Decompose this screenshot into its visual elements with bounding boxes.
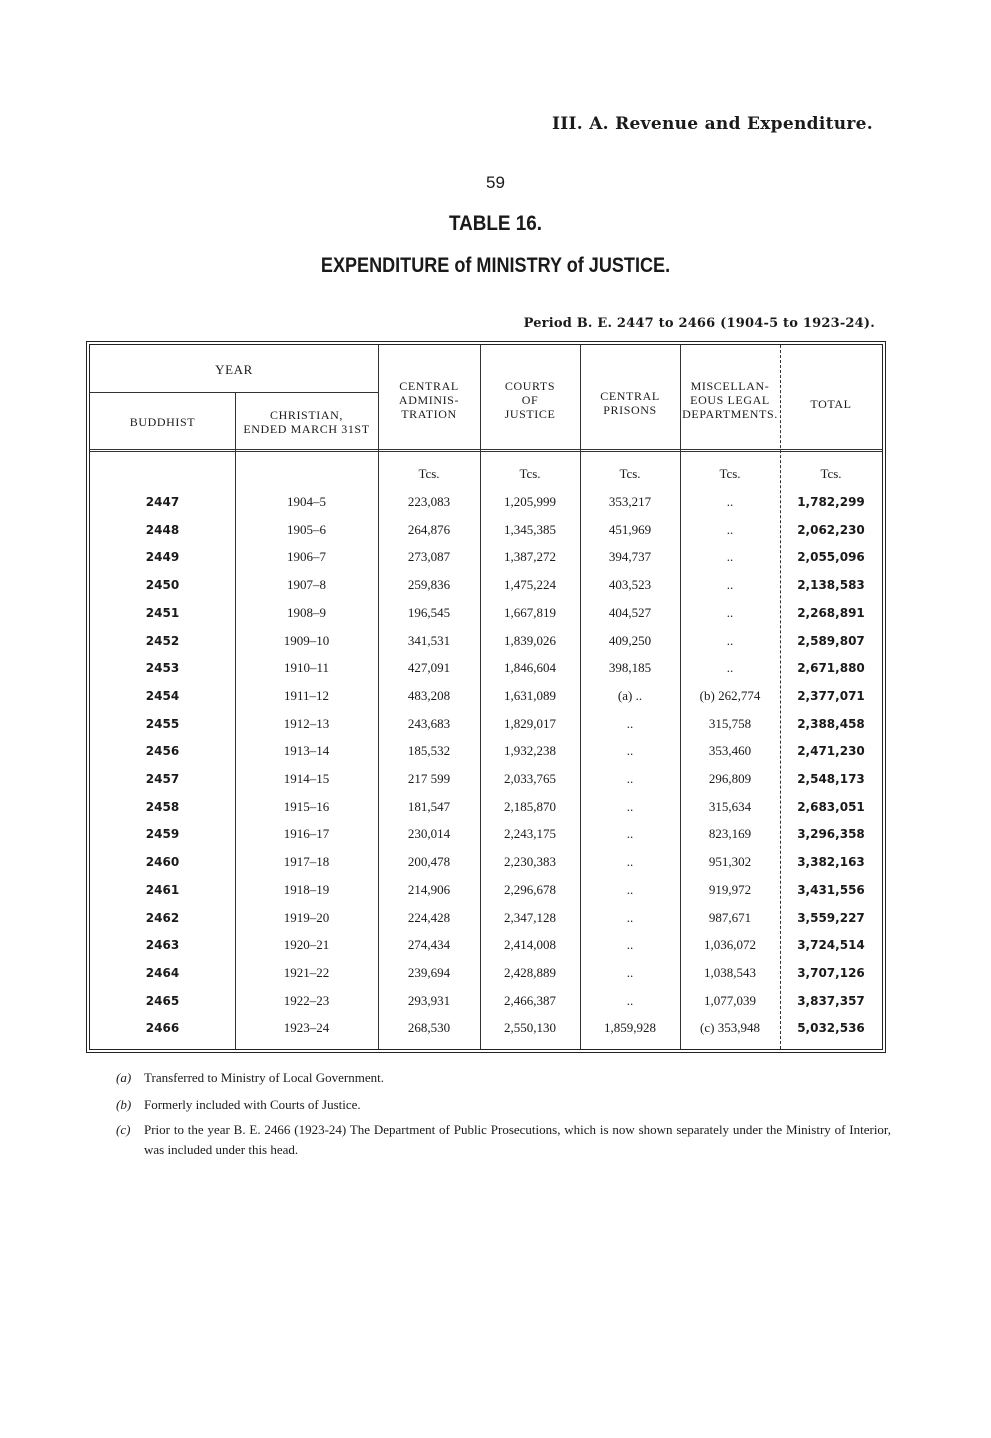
courts-value: 2,230,383 [504,854,556,870]
prisons-value: 398,185 [608,660,652,676]
central-administration-value: 259,836 [407,577,451,593]
miscellaneous-value: 987,671 [708,909,752,925]
christian-year: 1911–12 [283,687,330,703]
total-value: 2,377,071 [797,688,865,703]
miscellaneous-value: 1,038,543 [704,964,756,980]
footnote [116,1095,896,1115]
table-row [90,741,882,761]
central-administration-header: CENTRAL ADMINIS- TRATION [398,379,460,421]
table-row [90,963,882,983]
central-administration-value: 293,931 [407,992,451,1008]
christian-year: 1907–8 [287,577,326,593]
courts-value: 1,667,819 [504,604,556,620]
table-row [90,686,882,706]
miscellaneous-value: .. [726,632,734,648]
table-row [90,908,882,928]
table-row [90,1018,882,1038]
buddhist-year: 2465 [145,993,180,1008]
central-administration-value: 273,087 [407,549,451,565]
central-administration-value: 181,547 [407,798,451,814]
prisons-value: .. [626,992,634,1008]
courts-value: 2,185,870 [504,798,556,814]
courts-value: 1,205,999 [504,494,556,509]
miscellaneous-value: (c) 353,948 [700,1020,760,1036]
table-row [90,547,882,567]
courts-value: 1,475,224 [504,577,556,593]
christian-year: 1913–14 [283,743,330,759]
buddhist-year: 2464 [145,965,180,980]
buddhist-year: 2447 [145,495,180,509]
courts-value: 2,550,130 [504,1020,556,1036]
total-value: 3,837,357 [797,993,865,1008]
buddhist-year: 2459 [145,827,180,842]
total-value: 2,589,807 [797,633,865,648]
christian-year: 1919–20 [283,909,330,925]
central-administration-value: 239,694 [407,964,451,980]
total-value: 2,548,173 [797,772,865,786]
prisons-value: .. [626,937,634,953]
christian-year: 1909–10 [283,632,330,648]
total-value: 2,671,880 [797,661,865,676]
table-row [90,797,882,817]
christian-year: 1916–17 [283,826,330,842]
central-administration-value: 217 599 [407,771,451,786]
miscellaneous-value: 951,302 [708,854,752,870]
header-rule [90,449,882,452]
central-administration-value: 268,530 [407,1020,451,1036]
prisons-value: 353,217 [608,494,652,509]
footnote-text: Formerly included with Courts of Justice. [144,1097,361,1112]
period-caption: Period B. E. 2447 to 2466 (1904-5 to 1923-24). [523,316,875,331]
christian-year: 1910–11 [283,660,330,676]
christian-year: 1917–18 [283,854,330,870]
miscellaneous-value: 353,460 [708,743,752,759]
footnote-text: Transferred to Ministry of Local Government. [144,1070,384,1085]
miscellaneous-value: .. [726,521,734,537]
unit-label: Tcs. [519,466,541,481]
total-value: 5,032,536 [797,1021,865,1036]
miscellaneous-value: .. [726,604,734,620]
total-value: 2,683,051 [797,799,865,814]
expenditure-table [86,341,886,1053]
christian-year: 1912–13 [283,715,330,731]
central-administration-value: 200,478 [407,854,451,870]
total-value: 2,471,230 [797,744,865,759]
central-administration-value: 264,876 [407,521,451,537]
total-value: 2,268,891 [797,605,865,620]
footnote-mark: (a) [116,1070,132,1085]
total-value: 1,782,299 [797,495,865,509]
table-row [90,880,882,900]
buddhist-year: 2457 [145,772,180,786]
buddhist-year: 2455 [145,716,180,731]
miscellaneous-value: 315,758 [708,715,752,731]
footnote [116,1120,891,1160]
courts-value: 2,033,765 [504,771,556,786]
miscellaneous-legal-header: MISCELLAN- EOUS LEGAL DEPARTMENTS. [682,379,778,421]
total-value: 3,296,358 [797,827,865,842]
buddhist-header: BUDDHIST [129,415,196,429]
total-header: TOTAL [810,397,852,411]
prisons-value: .. [626,798,634,814]
year-header: YEAR [215,362,253,377]
table-row [90,935,882,955]
buddhist-year: 2456 [145,744,180,759]
buddhist-year: 2449 [145,550,180,565]
prisons-value: 403,523 [608,577,652,593]
courts-of-justice-header: COURTS OF JUSTICE [504,379,556,421]
miscellaneous-value: .. [726,494,734,509]
unit-label: Tcs. [820,466,842,481]
miscellaneous-value: 296,809 [708,771,752,786]
miscellaneous-value: .. [726,660,734,676]
christian-year: 1923–24 [283,1020,330,1036]
courts-value: 1,829,017 [504,715,556,731]
courts-value: 2,414,008 [504,937,556,953]
section-title: III. A. Revenue and Expenditure. [552,114,873,134]
courts-value: 1,387,272 [504,549,556,565]
courts-value: 1,839,026 [504,632,556,648]
courts-value: 1,631,089 [504,687,556,703]
christian-year: 1905–6 [287,521,326,537]
buddhist-year: 2450 [145,578,180,593]
courts-value: 1,345,385 [504,521,556,537]
courts-value: 1,846,604 [504,660,556,676]
table-row [90,991,882,1011]
buddhist-year: 2451 [145,605,180,620]
prisons-value: .. [626,909,634,925]
total-value: 2,055,096 [797,550,865,565]
miscellaneous-value: 315,634 [708,798,752,814]
buddhist-year: 2454 [145,688,180,703]
christian-year: 1904–5 [287,494,326,509]
footnote-text: Prior to the year B. E. 2466 (1923-24) The Department of Public Prosecutions, which is now shown separately under the Ministry of Interior, was included under this head. [144,1122,891,1157]
christian-year: 1906–7 [287,549,326,565]
central-administration-value: 230,014 [407,826,451,842]
central-prisons-header: CENTRAL PRISONS [600,389,660,417]
prisons-value: .. [626,715,634,731]
table-row [90,520,882,540]
table-row [90,824,882,844]
buddhist-year: 2462 [145,910,180,925]
prisons-value: .. [626,881,634,897]
central-administration-value: 196,545 [407,604,451,620]
miscellaneous-value: 919,972 [708,881,752,897]
prisons-value: 1,859,928 [604,1020,656,1036]
miscellaneous-value: .. [726,577,734,593]
total-value: 3,431,556 [797,882,865,897]
courts-value: 2,296,678 [504,881,556,897]
page-number: 59 [486,173,505,192]
table-title: EXPENDITURE of MINISTRY of JUSTICE. [320,254,671,277]
unit-label: Tcs. [619,466,641,481]
prisons-value: (a) .. [617,687,643,703]
unit-label: Tcs. [418,466,440,481]
miscellaneous-value: 1,077,039 [704,992,756,1008]
prisons-value: 451,969 [608,521,652,537]
prisons-value: .. [626,826,634,842]
table-row [90,492,882,512]
year-rule [90,392,378,393]
christian-year: 1921–22 [283,964,330,980]
christian-year: 1908–9 [287,604,326,620]
christian-year: 1914–15 [283,771,330,786]
central-administration-value: 185,532 [407,743,451,759]
table-row [90,603,882,623]
prisons-value: .. [626,854,634,870]
table-row [90,575,882,595]
footnote [116,1068,896,1088]
miscellaneous-value: 1,036,072 [704,937,756,953]
buddhist-year: 2448 [145,522,180,537]
footnote-mark: (b) [116,1097,132,1112]
footnote-mark: (c) [116,1122,131,1137]
table-row [90,769,882,789]
courts-value: 2,466,387 [504,992,556,1008]
central-administration-value: 274,434 [407,937,451,953]
central-administration-value: 223,083 [407,494,451,509]
buddhist-year: 2453 [145,661,180,676]
buddhist-year: 2466 [145,1021,180,1036]
prisons-value: 409,250 [608,632,652,648]
total-value: 3,559,227 [797,910,865,925]
central-administration-value: 243,683 [407,715,451,731]
buddhist-year: 2463 [145,938,180,953]
prisons-value: 394,737 [608,549,652,565]
total-value: 2,062,230 [797,522,865,537]
buddhist-year: 2460 [145,855,180,870]
central-administration-value: 341,531 [407,632,451,648]
courts-value: 2,243,175 [504,826,556,842]
christian-year: 1915–16 [283,798,330,814]
christian-year: 1920–21 [283,937,330,953]
prisons-value: 404,527 [608,604,652,620]
christian-header: CHRISTIAN, ENDED MARCH 31ST [243,408,370,436]
table-row [90,852,882,872]
prisons-value: .. [626,743,634,759]
christian-year: 1918–19 [283,881,330,897]
table-row [90,714,882,734]
table-number: TABLE 16. [448,212,543,235]
total-value: 3,724,514 [797,938,865,953]
total-value: 3,382,163 [797,855,865,870]
total-value: 3,707,126 [797,965,865,980]
buddhist-year: 2458 [145,799,180,814]
christian-year: 1922–23 [283,992,330,1008]
courts-value: 1,932,238 [504,743,556,759]
total-value: 2,138,583 [797,578,865,593]
central-administration-value: 427,091 [407,660,451,676]
central-administration-value: 214,906 [407,881,451,897]
buddhist-year: 2452 [145,633,180,648]
central-administration-value: 483,208 [407,687,451,703]
prisons-value: .. [626,771,634,786]
courts-value: 2,347,128 [504,909,556,925]
miscellaneous-value: (b) 262,774 [699,687,761,703]
table-row [90,631,882,651]
table-row [90,658,882,678]
total-value: 2,388,458 [797,716,865,731]
unit-label: Tcs. [719,466,741,481]
buddhist-year: 2461 [145,882,180,897]
miscellaneous-value: 823,169 [708,826,752,842]
miscellaneous-value: .. [726,549,734,565]
prisons-value: .. [626,964,634,980]
central-administration-value: 224,428 [407,909,451,925]
courts-value: 2,428,889 [504,964,556,980]
